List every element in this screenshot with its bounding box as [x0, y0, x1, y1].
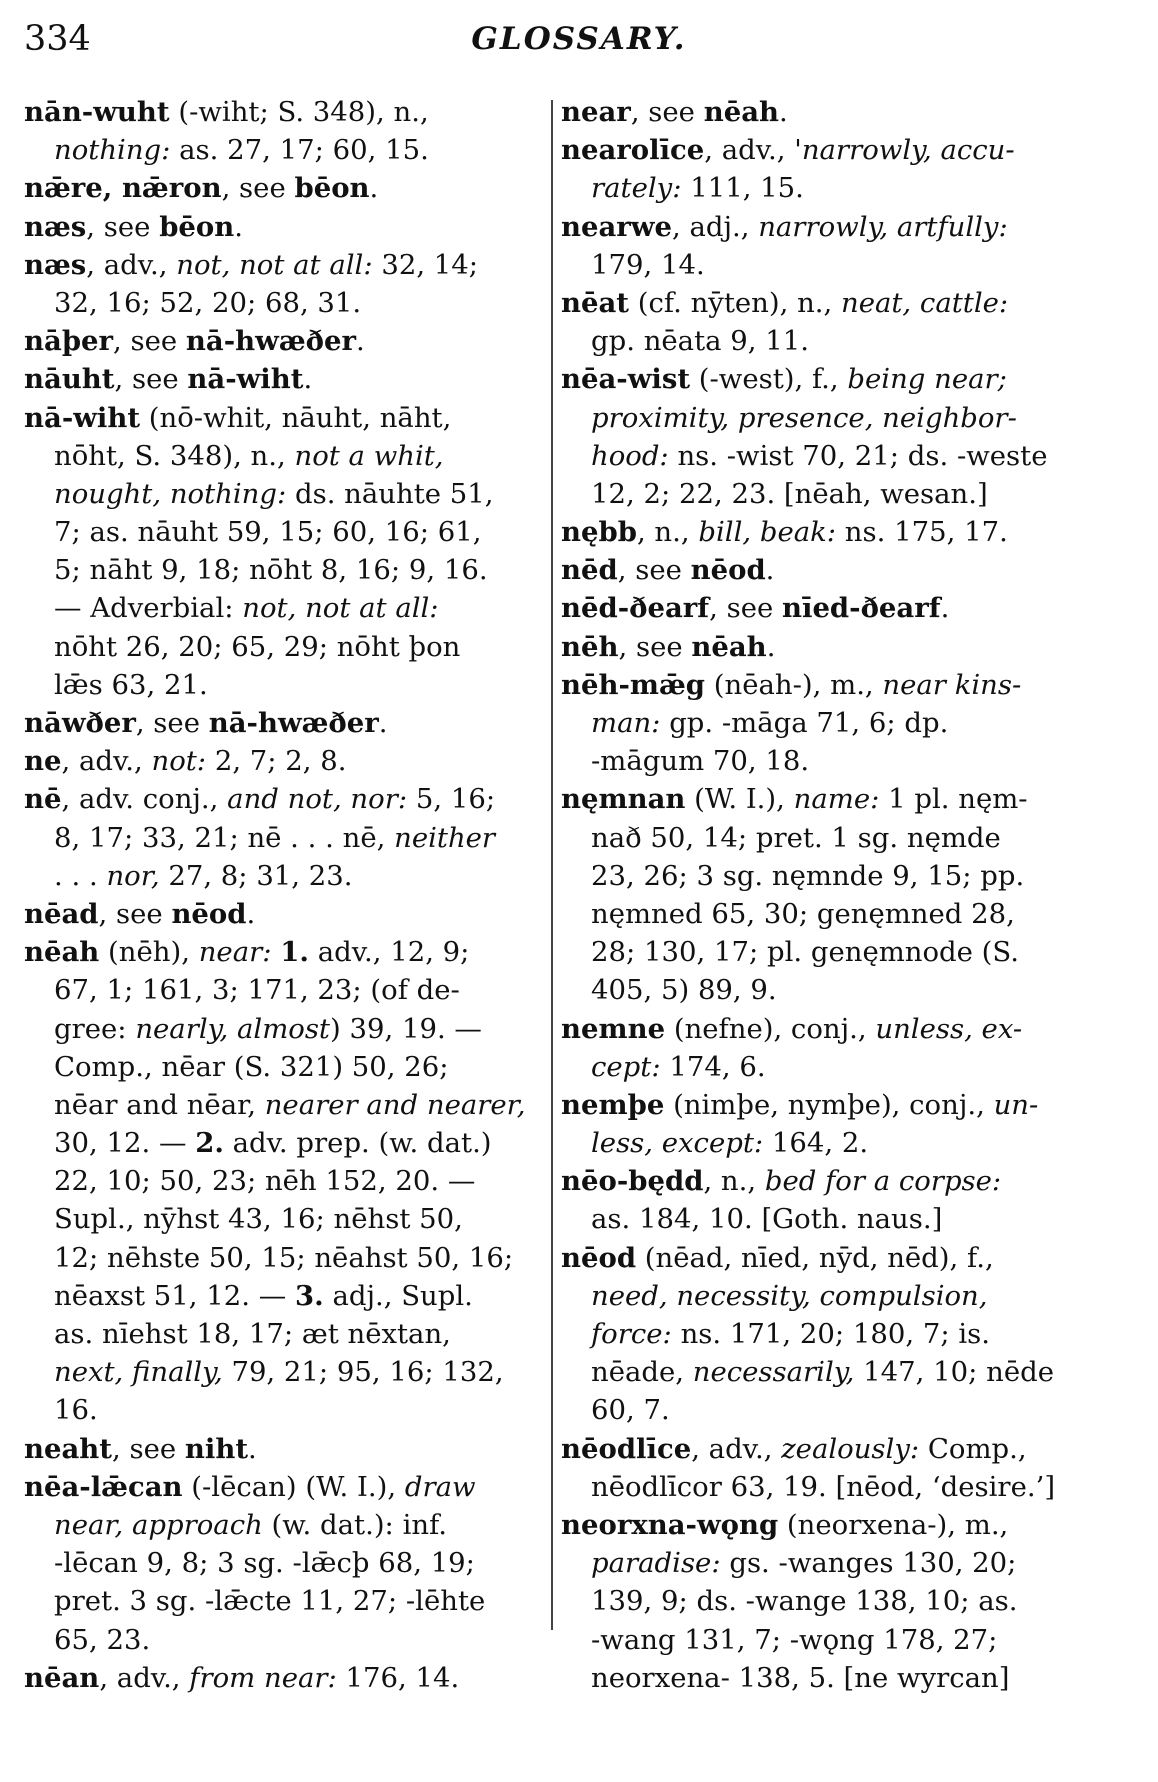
glossary-column-left: [24, 93, 544, 1697]
headword: nēd-ðearf: [561, 592, 710, 625]
glossary-column-right: [561, 93, 1087, 1697]
headword: near: [561, 96, 631, 128]
glossary-line: [561, 169, 1087, 207]
citation-text: , n.,: [636, 516, 699, 549]
headword: nēodlīce: [561, 1432, 692, 1465]
headword: nemne: [561, 1012, 666, 1045]
headword: nā-wiht: [24, 401, 141, 434]
citation-text: 23, 26; 3 sg. nęmnde 9, 15; pp.: [591, 859, 1025, 892]
citation-text: gp. -māga 71, 6; dp.: [660, 707, 949, 739]
glossary-line: [561, 971, 1087, 1009]
headword: nīed-ðearf: [782, 592, 941, 625]
glossary-line: [24, 1200, 544, 1238]
gloss-text: rately:: [591, 172, 682, 205]
gloss-text: near kins-: [882, 668, 1022, 701]
glossary-line: [24, 971, 544, 1009]
glossary-line: [561, 93, 1087, 131]
gloss-text: unless, ex-: [875, 1012, 1023, 1045]
headword: neaht: [24, 1432, 113, 1465]
citation-text: , adv.,: [86, 248, 177, 281]
citation-text: nēodlīcor 63, 19. [nēod, ‘desire.’]: [591, 1470, 1056, 1503]
citation-text: , adv.,: [99, 1661, 190, 1694]
headword: nēd: [561, 554, 618, 587]
citation-text: (nō-whit, nāuht, nāht,: [140, 401, 452, 434]
citation-text: as. 27, 17; 60, 15.: [170, 134, 429, 167]
gloss-text: draw: [404, 1470, 476, 1503]
gloss-text: and not, nor:: [227, 783, 408, 816]
gloss-text: being near;: [847, 363, 1007, 396]
headword: ne: [24, 745, 62, 778]
citation-text: 30, 12. —: [54, 1127, 196, 1160]
citation-text: 5, 16;: [407, 783, 496, 816]
glossary-line: [561, 1430, 1087, 1468]
citation-text: 28; 130, 17; pl. genęmnode (S.: [591, 936, 1020, 969]
citation-text: (-wiht; S. 348), n.,: [169, 96, 429, 128]
citation-text: 12; nēhste 50, 15; nēahst 50, 16;: [54, 1241, 514, 1274]
citation-text: 79, 21; 95, 16; 132,: [222, 1356, 504, 1389]
headword: 3.: [295, 1279, 324, 1312]
gloss-text: neither: [394, 821, 496, 854]
gloss-text: not a whit,: [294, 439, 444, 472]
citation-text: Comp., nēar (S. 321) 50, 26;: [54, 1050, 449, 1083]
citation-text: 164, 2.: [763, 1127, 869, 1160]
glossary-line: [24, 1010, 544, 1048]
glossary-line: [24, 1086, 544, 1124]
gloss-text: name:: [793, 783, 880, 816]
gloss-text: bill, beak:: [698, 516, 837, 549]
citation-text: , see: [709, 592, 782, 625]
gloss-text: near:: [198, 936, 272, 969]
running-title: GLOSSARY.: [471, 21, 687, 57]
headword: nēat: [561, 286, 630, 319]
headword: nēod: [690, 554, 766, 587]
citation-text: 65, 23.: [54, 1623, 151, 1656]
headword: nębb: [561, 516, 637, 549]
headword: nēah: [691, 630, 767, 663]
glossary-line: [24, 1048, 544, 1086]
citation-text: ns. 175, 17.: [836, 516, 1008, 549]
gloss-text: neat, cattle:: [841, 286, 1009, 319]
glossary-line: [561, 1544, 1087, 1582]
glossary-line: [561, 819, 1087, 857]
citation-text: 176, 14.: [336, 1661, 460, 1694]
glossary-line: [561, 780, 1087, 818]
citation-text: , see: [617, 554, 691, 587]
gloss-text: force:: [591, 1318, 672, 1350]
citation-text: 8, 17; 33, 21; nē . . . nē,: [54, 821, 395, 854]
citation-text: , see: [135, 707, 209, 739]
citation-text: neorxena- 138, 5. [ne wyrcan]: [591, 1661, 1010, 1694]
glossary-line: [24, 1468, 544, 1506]
citation-text: , see: [618, 630, 692, 663]
headword: neorxna-wǫng: [561, 1508, 779, 1541]
gloss-text: paradise:: [591, 1547, 721, 1580]
glossary-line: [561, 857, 1087, 895]
gloss-text: necessarily,: [692, 1356, 855, 1389]
headword: nēan: [24, 1661, 100, 1694]
gloss-text: not, not at all:: [242, 592, 439, 625]
glossary-line: [561, 1010, 1087, 1048]
headword: bēon: [159, 210, 235, 243]
gloss-text: bed for a corpse:: [764, 1165, 1002, 1198]
citation-text: , see: [113, 325, 186, 358]
gloss-text: man:: [591, 707, 661, 739]
headword: nēah: [24, 936, 100, 969]
headword: nān-wuht: [24, 96, 170, 128]
gloss-text: narrowly, artfully:: [758, 210, 1008, 243]
citation-text: 174, 6.: [660, 1050, 766, 1083]
glossary-line: [561, 513, 1087, 551]
citation-text: (-lēcan) (W. I.),: [182, 1470, 405, 1503]
citation-text: (W. I.),: [685, 783, 794, 816]
citation-text: ns. -wist 70, 21; ds. -weste: [668, 439, 1048, 472]
citation-text: lǣs 63, 21.: [54, 668, 208, 701]
page-header: [24, 14, 1134, 64]
headword: 1.: [280, 936, 309, 969]
citation-text: (-west), f.,: [690, 363, 848, 396]
glossary-line: [561, 1391, 1087, 1429]
glossary-line: [561, 475, 1087, 513]
headword: nēo-będd: [561, 1165, 704, 1198]
citation-text: nēar and nēar,: [54, 1088, 265, 1121]
glossary-line: [561, 1086, 1087, 1124]
citation-text: nęmned 65, 30; genęmned 28,: [591, 897, 1015, 930]
citation-text: , n.,: [703, 1165, 765, 1198]
glossary-line: [24, 742, 544, 780]
citation-text: — Adverbial:: [54, 592, 243, 625]
headword: nēod: [171, 897, 247, 930]
gloss-text: less, except:: [591, 1127, 764, 1160]
headword: 2.: [195, 1127, 224, 1160]
glossary-line: [24, 1162, 544, 1200]
citation-text: (neorxena-), m.,: [778, 1508, 1009, 1541]
headword: nē: [24, 783, 62, 816]
citation-text: ) 39, 19. —: [330, 1012, 482, 1045]
gloss-text: hood:: [591, 439, 669, 472]
glossary-line: [561, 628, 1087, 666]
headword: niht: [184, 1432, 249, 1465]
page-number: 334: [24, 19, 91, 59]
citation-text: adv. prep. (w. dat.): [223, 1127, 492, 1160]
glossary-line: [561, 666, 1087, 704]
gloss-text: nor,: [106, 859, 160, 892]
glossary-line: [24, 628, 544, 666]
column-divider: [551, 100, 553, 1630]
headword: nęmnan: [561, 783, 686, 816]
citation-text: pret. 3 sg. -lǣcte 11, 27; -lēhte: [54, 1585, 486, 1618]
headword: nā-hwæðer: [185, 325, 356, 358]
glossary-line: [24, 1124, 544, 1162]
citation-text: (nefne), conj.,: [665, 1012, 876, 1045]
citation-text: -lēcan 9, 8; 3 sg. -lǣcþ 68, 19;: [54, 1547, 475, 1580]
citation-text: 67, 1; 161, 3; 171, 23; (of de-: [54, 974, 460, 1007]
glossary-line: [561, 437, 1087, 475]
gloss-text: zealously:: [781, 1432, 920, 1465]
citation-text: nað 50, 14; pret. 1 sg. nęmde: [591, 821, 1001, 854]
citation-text: , see: [221, 172, 295, 205]
citation-text: as. 184, 10. [Goth. naus.]: [591, 1203, 943, 1236]
headword: nēh: [561, 630, 619, 663]
citation-text: .: [766, 630, 776, 663]
citation-text: nēaxst 51, 12. —: [54, 1279, 295, 1312]
headword: nēh-mǣg: [561, 668, 706, 701]
glossary-line: [561, 704, 1087, 742]
headword: nemþe: [561, 1088, 665, 1121]
headword: nearwe: [561, 210, 672, 243]
citation-text: adv., 12, 9;: [308, 936, 470, 969]
glossary-line: [561, 1468, 1087, 1506]
citation-text: ns. 171, 20; 180, 7; is.: [671, 1318, 990, 1350]
glossary-line: [24, 1544, 544, 1582]
citation-text: gree:: [54, 1012, 136, 1045]
citation-text: (nēad, nīed, nȳd, nēd), f.,: [636, 1241, 994, 1274]
gloss-text: nearly, almost: [135, 1012, 330, 1045]
citation-text: , adv. conj.,: [61, 783, 228, 816]
glossary-line: [561, 1048, 1087, 1086]
gloss-text: nought, nothing:: [54, 477, 287, 510]
glossary-line: [561, 589, 1087, 627]
gloss-text: need, necessity, compulsion,: [591, 1279, 988, 1312]
gloss-text: near, approach: [54, 1508, 263, 1541]
headword: næs: [24, 248, 87, 281]
gloss-text: cept:: [591, 1050, 661, 1083]
headword: nāwðer: [24, 707, 136, 739]
glossary-line: [24, 1315, 544, 1353]
citation-text: 7; as. nāuht 59, 15; 60, 16; 61,: [54, 516, 482, 549]
glossary-line: [24, 322, 544, 360]
glossary-line: [24, 131, 544, 169]
glossary-line: [24, 1239, 544, 1277]
glossary-line: [561, 1124, 1087, 1162]
gloss-text: narrowly, accu-: [801, 134, 1015, 167]
gloss-text: from near:: [189, 1661, 337, 1694]
citation-text: as. nīehst 18, 17; æt nēxtan,: [54, 1318, 451, 1350]
gloss-text: not, not at all:: [176, 248, 373, 281]
citation-text: .: [234, 210, 243, 243]
gloss-text: next, finally,: [54, 1356, 223, 1389]
glossary-line: [561, 1315, 1087, 1353]
glossary-line: [561, 131, 1087, 169]
glossary-line: [561, 1353, 1087, 1391]
gloss-text: nothing:: [54, 134, 171, 167]
glossary-line: [561, 246, 1087, 284]
citation-text: (nēah-), m.,: [705, 668, 883, 701]
headword: nēad: [24, 897, 99, 930]
citation-text: nēade,: [591, 1356, 693, 1389]
headword: næs: [24, 210, 87, 243]
citation-text: (cf. nȳten), n.,: [629, 286, 841, 319]
glossary-line: [24, 1353, 544, 1391]
citation-text: nōht, S. 348), n.,: [54, 439, 295, 472]
glossary-line: [561, 1582, 1087, 1620]
headword: bēon: [294, 172, 370, 205]
citation-text: 22, 10; 50, 23; nēh 152, 20. —: [54, 1165, 476, 1198]
citation-text: , adv., ': [704, 134, 802, 167]
citation-text: .: [303, 363, 313, 396]
glossary-line: [24, 857, 544, 895]
citation-text: -wang 131, 7; -wǫng 178, 27;: [591, 1623, 998, 1656]
headword: nēa-wist: [561, 363, 691, 396]
citation-text: Supl., nȳhst 43, 16; nēhst 50,: [54, 1203, 463, 1236]
headword: nǣre, nǣron: [24, 172, 222, 205]
citation-text: 405, 5) 89, 9.: [591, 974, 777, 1007]
citation-text: adj., Supl.: [323, 1279, 473, 1312]
citation-text: , see: [112, 1432, 185, 1465]
headword: nāuht: [24, 363, 115, 396]
citation-text: (nimþe, nymþe), conj.,: [664, 1088, 994, 1121]
citation-text: ds. nāuhte 51,: [286, 477, 494, 510]
citation-text: .: [779, 96, 788, 128]
citation-text: nōht 26, 20; 65, 29; nōht þon: [54, 630, 461, 663]
glossary-line: [24, 93, 544, 131]
glossary-line: [561, 1621, 1087, 1659]
glossary-line: [24, 819, 544, 857]
citation-text: (nēh),: [99, 936, 199, 969]
glossary-line: [24, 1621, 544, 1659]
glossary-line: [24, 933, 544, 971]
headword: nā-wiht: [187, 363, 304, 396]
glossary-line: [561, 551, 1087, 589]
citation-text: 147, 10; nēde: [854, 1356, 1054, 1389]
glossary-line: [561, 1200, 1087, 1238]
glossary-line: [561, 742, 1087, 780]
glossary-line: [24, 551, 544, 589]
citation-text: 139, 9; ds. -wange 138, 10; as.: [591, 1585, 1018, 1618]
citation-text: .: [246, 897, 256, 930]
headword: nēah: [703, 96, 780, 128]
glossary-line: [24, 246, 544, 284]
headword: nearolīce: [561, 134, 705, 167]
citation-text: 2, 7; 2, 8.: [206, 745, 347, 778]
glossary-line: [561, 895, 1087, 933]
glossary-line: [24, 780, 544, 818]
citation-text: .: [765, 554, 775, 587]
glossary-line: [24, 513, 544, 551]
glossary-line: [24, 1582, 544, 1620]
gloss-text: proximity, presence, neighbor-: [591, 401, 1017, 434]
glossary-line: [561, 360, 1087, 398]
citation-text: 179, 14.: [591, 248, 705, 281]
glossary-line: [24, 475, 544, 513]
glossary-line: [561, 208, 1087, 246]
glossary-line: [24, 284, 544, 322]
glossary-line: [561, 1277, 1087, 1315]
glossary-line: [561, 933, 1087, 971]
glossary-line: [24, 1659, 544, 1697]
glossary-line: [24, 169, 544, 207]
citation-text: .: [378, 707, 388, 739]
glossary-line: [24, 399, 544, 437]
glossary-line: [561, 399, 1087, 437]
citation-text: 60, 7.: [591, 1394, 670, 1427]
citation-text: 27, 8; 31, 23.: [159, 859, 353, 892]
headword: nēod: [561, 1241, 637, 1274]
gloss-text: nearer and nearer,: [264, 1088, 526, 1121]
citation-text: , adv.,: [61, 745, 152, 778]
citation-text: 12, 2; 22, 23. [nēah, wesan.]: [591, 477, 988, 510]
citation-text: 16.: [54, 1394, 98, 1427]
glossary-line: [561, 284, 1087, 322]
citation-text: . . .: [54, 859, 107, 892]
citation-text: .: [355, 325, 365, 358]
citation-text: , see: [114, 363, 188, 396]
headword: nēa-lǣcan: [24, 1470, 183, 1503]
gloss-text: not:: [151, 745, 207, 778]
citation-text: , see: [86, 210, 160, 243]
citation-text: , adj.,: [671, 210, 759, 243]
citation-text: 5; nāht 9, 18; nōht 8, 16; 9, 16.: [54, 554, 488, 587]
glossary-line: [24, 666, 544, 704]
citation-text: , see: [630, 96, 704, 128]
glossary-line: [561, 1506, 1087, 1544]
citation-text: gp. nēata 9, 11.: [591, 325, 809, 358]
glossary-line: [24, 437, 544, 475]
glossary-line: [24, 589, 544, 627]
citation-text: .: [369, 172, 379, 205]
glossary-line: [24, 1277, 544, 1315]
glossary-line: [24, 704, 544, 742]
glossary-line: [561, 322, 1087, 360]
citation-text: .: [248, 1432, 257, 1465]
citation-text: -māgum 70, 18.: [591, 745, 810, 778]
citation-text: 1 pl. nęm-: [879, 783, 1028, 816]
glossary-line: [24, 1430, 544, 1468]
headword: nā-hwæðer: [208, 707, 379, 739]
glossary-line: [561, 1162, 1087, 1200]
glossary-line: [24, 360, 544, 398]
citation-text: (w. dat.): inf.: [262, 1508, 448, 1541]
headword: nāþer: [24, 325, 114, 358]
citation-text: [272, 936, 281, 968]
citation-text: .: [940, 592, 950, 625]
glossary-line: [24, 208, 544, 246]
glossary-line: [24, 1391, 544, 1429]
glossary-line: [561, 1659, 1087, 1697]
glossary-line: [24, 895, 544, 933]
citation-text: Comp.,: [919, 1432, 1027, 1465]
glossary-line: [24, 1506, 544, 1544]
citation-text: 111, 15.: [681, 172, 804, 205]
citation-text: 32, 16; 52, 20; 68, 31.: [54, 286, 362, 319]
citation-text: , adv.,: [691, 1432, 782, 1465]
glossary-line: [561, 1239, 1087, 1277]
citation-text: 32, 14;: [372, 248, 479, 281]
citation-text: gs. -wanges 130, 20;: [720, 1547, 1017, 1580]
gloss-text: un-: [993, 1088, 1039, 1121]
citation-text: , see: [98, 897, 172, 930]
